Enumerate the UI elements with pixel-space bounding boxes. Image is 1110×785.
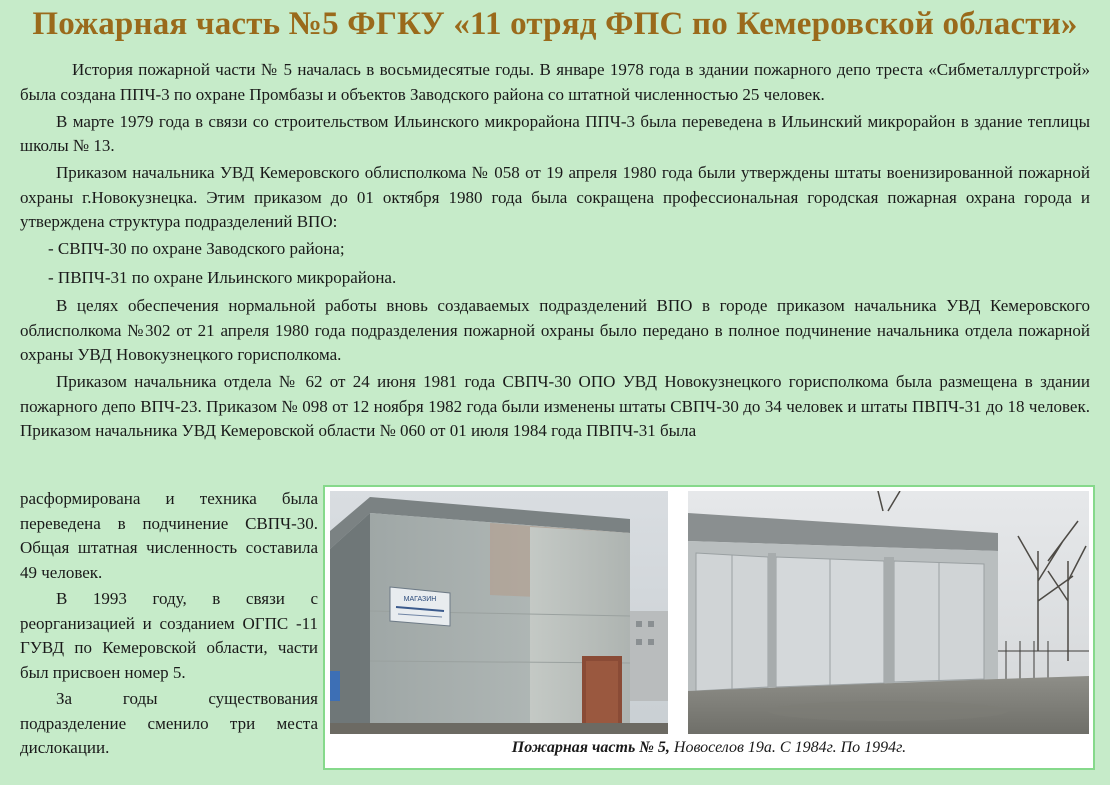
paragraph-1993: В 1993 году, в связи с реорганизацией и созданием ОГПС -11 ГУВД по Кемеровской области, части был присвоен номер 5. (20, 589, 318, 682)
paragraph-order-302: В целях обеспечения нормальной работы вновь создаваемых подразделений ВПО в городе приказом начальника УВД Кемеровского облисполкома №302 от 21 апреля 1980 года подразделения пожарной охраны было передано в полное подчинение начальника отдела пожарной охраны УВД Новокузнецкого горисполкома. (20, 296, 1090, 364)
list-item: - СВПЧ-30 по охране Заводского района; (48, 239, 345, 258)
list-item: - ПВПЧ-31 по охране Ильинского микрорайона. (48, 267, 397, 287)
caption-details: Новоселов 19а. С 1984г. По 1994г. (669, 739, 907, 756)
paragraph-order-62: Приказом начальника отдела № 62 от 24 июня 1981 года СВПЧ-30 ОПО УВД Новокузнецкого горисполкома была размещена в здании пожарного депо ВПЧ-23. Приказом № 098 от 12 ноября 1982 года были изменены штаты СВПЧ-30 до 34 человек и штаты ПВПЧ-31 до 18 человек. Приказом начальника УВД Кемеровской области № 060 от 01 июля 1984 года ПВПЧ-31 была (20, 372, 1090, 440)
photo-frame (323, 485, 1095, 770)
article-side-column (20, 487, 318, 763)
sign-text: МАГАЗИН (403, 596, 437, 603)
paragraph-history-start: История пожарной части № 5 началась в восьмидесятые годы. В январе 1978 года в здании пожарного депо треста «Сибметаллургстрой» была создана ППЧ-3 по охране Промбазы и объектов Заводского района со штатной численностью 25 человек. (20, 60, 1090, 104)
page-title: Пожарная часть №5 ФГКУ «11 отряд ФПС по Кемеровской области» (32, 6, 1078, 42)
photo-building-side (330, 491, 668, 734)
photo-caption (325, 739, 1093, 757)
caption-title: Пожарная часть № 5, (511, 739, 670, 756)
paragraph-locations: За годы существования подразделение сменило три места дислокации. (20, 689, 318, 757)
paragraph-order-058: Приказом начальника УВД Кемеровского облисполкома № 058 от 19 апреля 1980 года были утверждены штаты военизированной пожарной охраны г.Новокузнецка. Этим приказом до 01 октября 1980 года была сокращена профессиональная городская пожарная охрана города и утверждена структура подразделений ВПО: (20, 163, 1090, 231)
paragraph-1979: В марте 1979 года в связи со строительством Ильинского микрорайона ППЧ-3 была переведена в Ильинский микрорайон в здание теплицы школы № 13. (20, 111, 1090, 155)
article-body (20, 58, 1090, 444)
photo-garage-gates (688, 491, 1089, 734)
paragraph-disbanded: расформирована и техника была переведена в подчинение СВПЧ-30. Общая штатная численность составила 49 человек. (20, 489, 318, 582)
